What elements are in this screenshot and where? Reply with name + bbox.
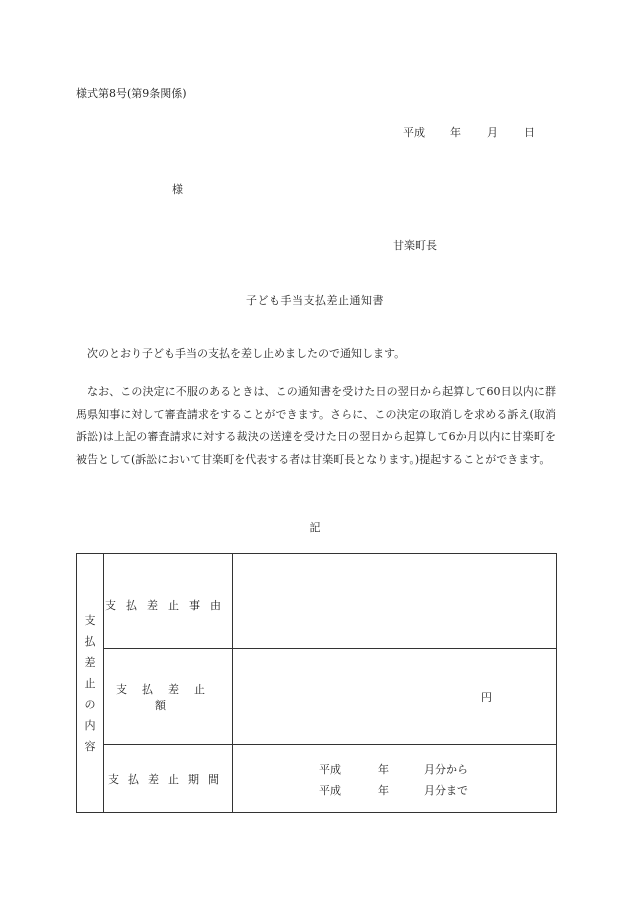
document-title: 子ども手当支払差止通知書 — [246, 294, 384, 307]
date-year-label: 年 — [450, 126, 461, 139]
period-value-cell[interactable] — [233, 745, 557, 813]
period-to-month: 月分まで — [424, 784, 468, 797]
issuer-name: 甘楽町長 — [393, 239, 437, 252]
amount-value-cell[interactable] — [233, 649, 557, 745]
side-label-char: 止 — [84, 676, 96, 690]
period-from-era: 平成 — [319, 763, 341, 776]
period-from-year: 年 — [378, 763, 389, 776]
date-day-label: 日 — [524, 126, 535, 139]
side-label-char: 支 — [84, 613, 96, 627]
period-from-month: 月分から — [424, 763, 468, 776]
date-line — [403, 124, 535, 140]
period-label: 支払差止期間 — [108, 772, 228, 786]
period-to-era: 平成 — [319, 784, 341, 797]
intro-paragraph: 次のとおり子ども手当の支払を差し止めましたので通知します。 — [87, 347, 406, 360]
ki-heading: 記 — [309, 521, 321, 534]
reason-value-cell[interactable] — [233, 554, 557, 649]
side-label — [85, 610, 96, 757]
side-label-char: 容 — [84, 739, 96, 753]
yen-unit: 円 — [481, 691, 492, 704]
detail-table — [76, 553, 557, 813]
side-label-char: の — [84, 697, 96, 711]
reason-label: 支払差止事由 — [105, 599, 231, 612]
amount-label-cell — [104, 649, 233, 745]
date-month-label: 月 — [487, 126, 498, 139]
side-label-cell — [77, 554, 104, 813]
period-to-line — [319, 782, 468, 798]
reason-label-cell — [104, 554, 233, 649]
period-from-line — [319, 761, 468, 777]
period-label-cell — [104, 745, 233, 813]
addressee-suffix: 様 — [172, 183, 183, 196]
date-era: 平成 — [403, 126, 425, 139]
side-label-char: 払 — [84, 634, 96, 648]
side-label-char: 差 — [84, 655, 96, 669]
table-row — [77, 649, 557, 745]
table-row — [77, 554, 557, 649]
side-label-char: 内 — [84, 718, 96, 732]
period-to-year: 年 — [378, 784, 389, 797]
form-number: 様式第8号(第9条関係) — [76, 87, 187, 100]
table-row — [77, 745, 557, 813]
appeal-paragraph: なお、この決定に不服のあるときは、この通知書を受けた日の翌日から起算して60日以内に群馬県知事に対して審査請求をすることができます。さらに、この決定の取消しを求める訴え(取消訴訟)は上記の審査請求に対する裁決の送達を受けた日の翌日から起算して6か月以内に甘楽町を被告として(訴訟において甘楽町を代表する者は甘楽町長となります。)提起することができます。 — [76, 385, 556, 466]
amount-label: 支払差止額 — [116, 682, 220, 712]
